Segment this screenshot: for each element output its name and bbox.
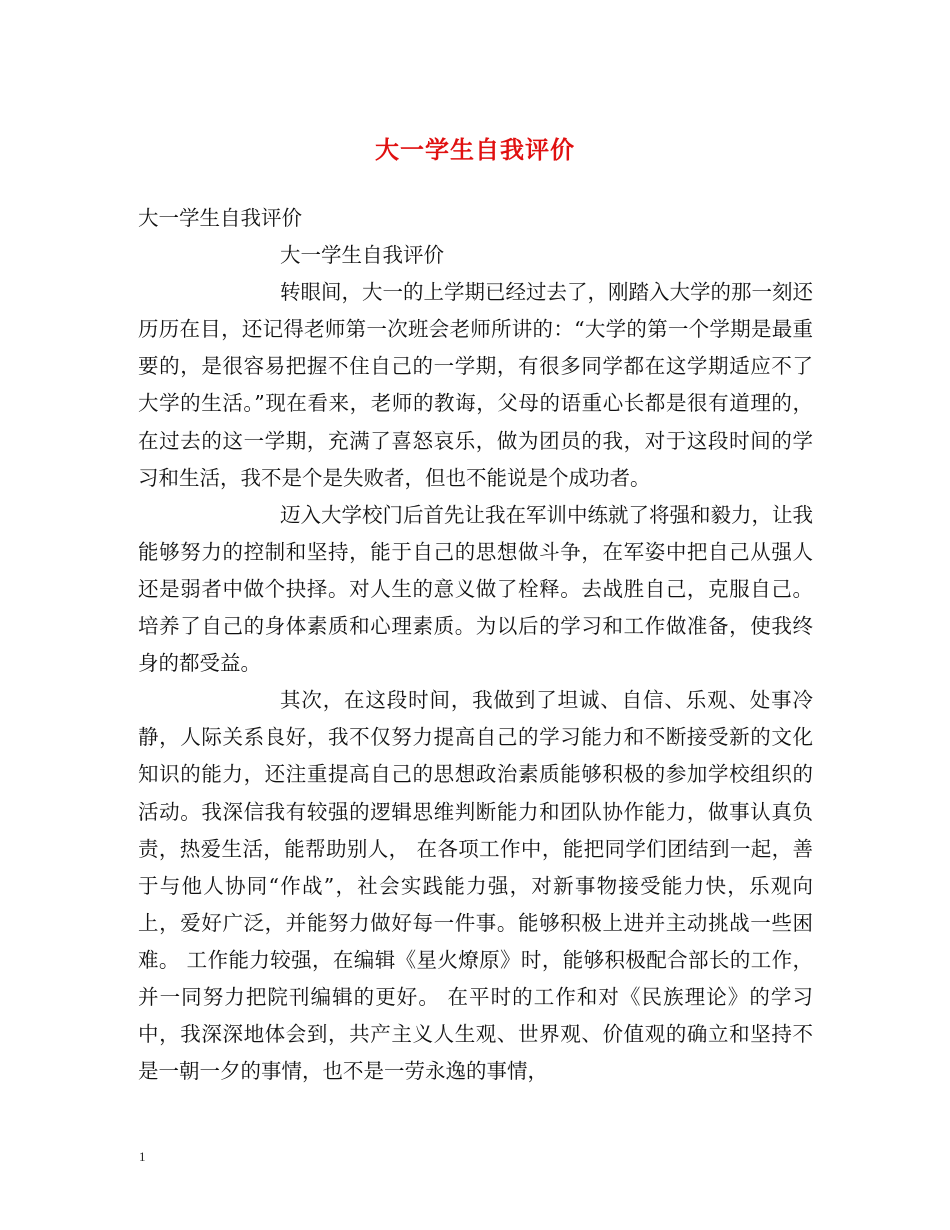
- paragraph-2: 迈入大学校门后首先让我在军训中练就了将强和毅力，让我能够努力的控制和坚持，能于自己的思想做斗争，在军姿中把自己从强人还是弱者中做个抉择。对人生的意义做了栓释。去战胜自己，克服自己。培养了自己的身体素质和心理素质。为以后的学习和工作做准备，使我终身的都受益。: [138, 502, 813, 676]
- page-number: 1: [139, 1149, 146, 1164]
- paragraph-3: 其次，在这段时间，我做到了坦诚、自信、乐观、处事冷静，人际关系良好，我不仅努力提高自己的学习能力和不断接受新的文化知识的能力，还注重提高自己的思想政治素质能够积极的参加学校组织的活动。我深信我有较强的逻辑思维判断能力和团队协作能力，做事认真负责，热爱生活，能帮助别人， 在各项工作中，能把同学们团结到一起，善于与他人协同“作战”，社会实践能力强，对新事物接受能力快，乐观向上，爱好广泛，并能努力做好每一件事。能够积极上进并主动挑战一些困难。 工作能力较强，在编辑《星火燎原》时，能够积极配合部长的工作，并一同努力把院刊编辑的更好。 在平时的工作和对《民族理论》的学习中，我深深地体会到，共产主义人生观、世界观、价值观的确立和坚持不是一朝一夕的事情，也不是一劳永逸的事情，: [138, 688, 813, 1084]
- body-subheading-line: 大一学生自我评价: [280, 243, 444, 268]
- paragraph-1: 转眼间，大一的上学期已经过去了，刚踏入大学的那一刻还历历在目，还记得老师第一次班会老师所讲的：“大学的第一个学期是最重要的，是很容易把握不住自己的一学期，有很多同学都在这学期适应不了大学的生活。”现在看来，老师的教诲，父母的语重心长都是很有道理的，在过去的这一学期，充满了喜怒哀乐，做为团员的我，对于这段时间的学习和生活，我不是个是失败者，但也不能说是个成功者。: [138, 280, 813, 490]
- document-body: [138, 200, 813, 1090]
- document-title: 大一学生自我评价: [375, 136, 575, 164]
- body-heading-line: 大一学生自我评价: [138, 206, 302, 230]
